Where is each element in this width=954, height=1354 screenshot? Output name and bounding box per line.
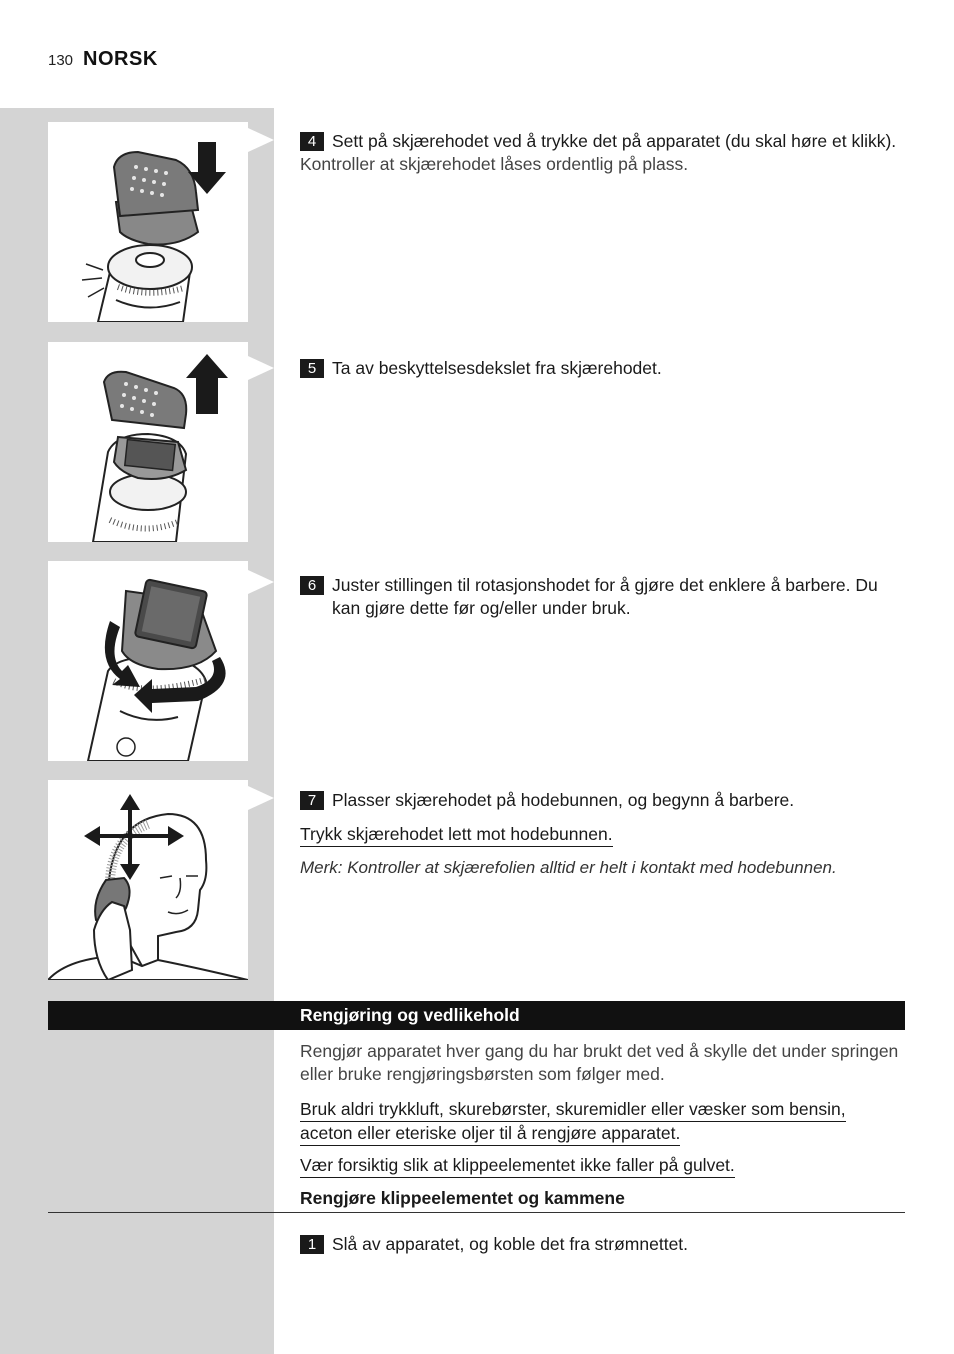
step-warning: Trykk skjærehodet lett mot hodebunnen. xyxy=(300,824,613,847)
warning-text: Bruk aldri trykkluft, skurebørster, skuremidler eller væsker som bensin, aceton eller eteriske oljer til å rengjøre apparatet. xyxy=(300,1099,846,1146)
illustration-attach-head xyxy=(48,122,248,322)
step-note: Merk: Kontroller at skjærefolien alltid er helt i kontakt med hodebunnen. xyxy=(300,858,837,877)
step-number: 5 xyxy=(300,359,324,378)
step-number: 6 xyxy=(300,576,324,595)
step-6 xyxy=(300,574,900,620)
cleaning-step-1 xyxy=(300,1233,900,1256)
step-text: Sett på skjærehodet ved å trykke det på apparatet (du skal høre et klikk). xyxy=(332,131,897,151)
pointer-notch xyxy=(248,356,274,380)
step-text: Juster stillingen til rotasjonshodet for å gjøre det enklere å barbere. Du kan gjøre dette før og/eller under bruk. xyxy=(332,575,878,618)
step-7 xyxy=(300,789,900,879)
cleaning-intro: Rengjør apparatet hver gang du har brukt det ved å skylle det under springen eller bruke rengjøringsbørsten som følger med. xyxy=(300,1041,899,1084)
step-text: Plasser skjærehodet på hodebunnen, og begynn å barbere. xyxy=(332,790,795,810)
step-number: 7 xyxy=(300,791,324,810)
cleaning-subheading: Rengjøre klippeelementet og kammene xyxy=(300,1188,625,1208)
section-title: Rengjøring og vedlikehold xyxy=(300,1005,520,1025)
step-subtext: Kontroller at skjærehodet låses ordentlig på plass. xyxy=(300,154,689,174)
cleaning-warning xyxy=(300,1097,900,1145)
caution-text: Vær forsiktig slik at klippeelementet ikke faller på gulvet. xyxy=(300,1155,735,1178)
pointer-notch xyxy=(248,128,274,152)
divider xyxy=(48,1212,905,1213)
step-number: 4 xyxy=(300,132,324,151)
page-number: 130 xyxy=(48,52,74,69)
language-heading: NORSK xyxy=(83,48,158,70)
page-header xyxy=(48,48,158,76)
step-text: Slå av apparatet, og koble det fra strømnettet. xyxy=(332,1234,689,1254)
illustration-rotate-head xyxy=(48,561,248,761)
illustration-remove-cap xyxy=(48,342,248,542)
step-5 xyxy=(300,357,900,380)
illustration-shave-head xyxy=(48,780,248,980)
pointer-notch xyxy=(248,786,274,810)
step-number: 1 xyxy=(300,1235,324,1254)
section-heading-bar xyxy=(48,1001,905,1030)
step-text: Ta av beskyttelsesdekslet fra skjærehodet. xyxy=(332,358,662,378)
cleaning-caution xyxy=(300,1154,900,1177)
pointer-notch xyxy=(248,570,274,594)
step-4 xyxy=(300,130,900,176)
